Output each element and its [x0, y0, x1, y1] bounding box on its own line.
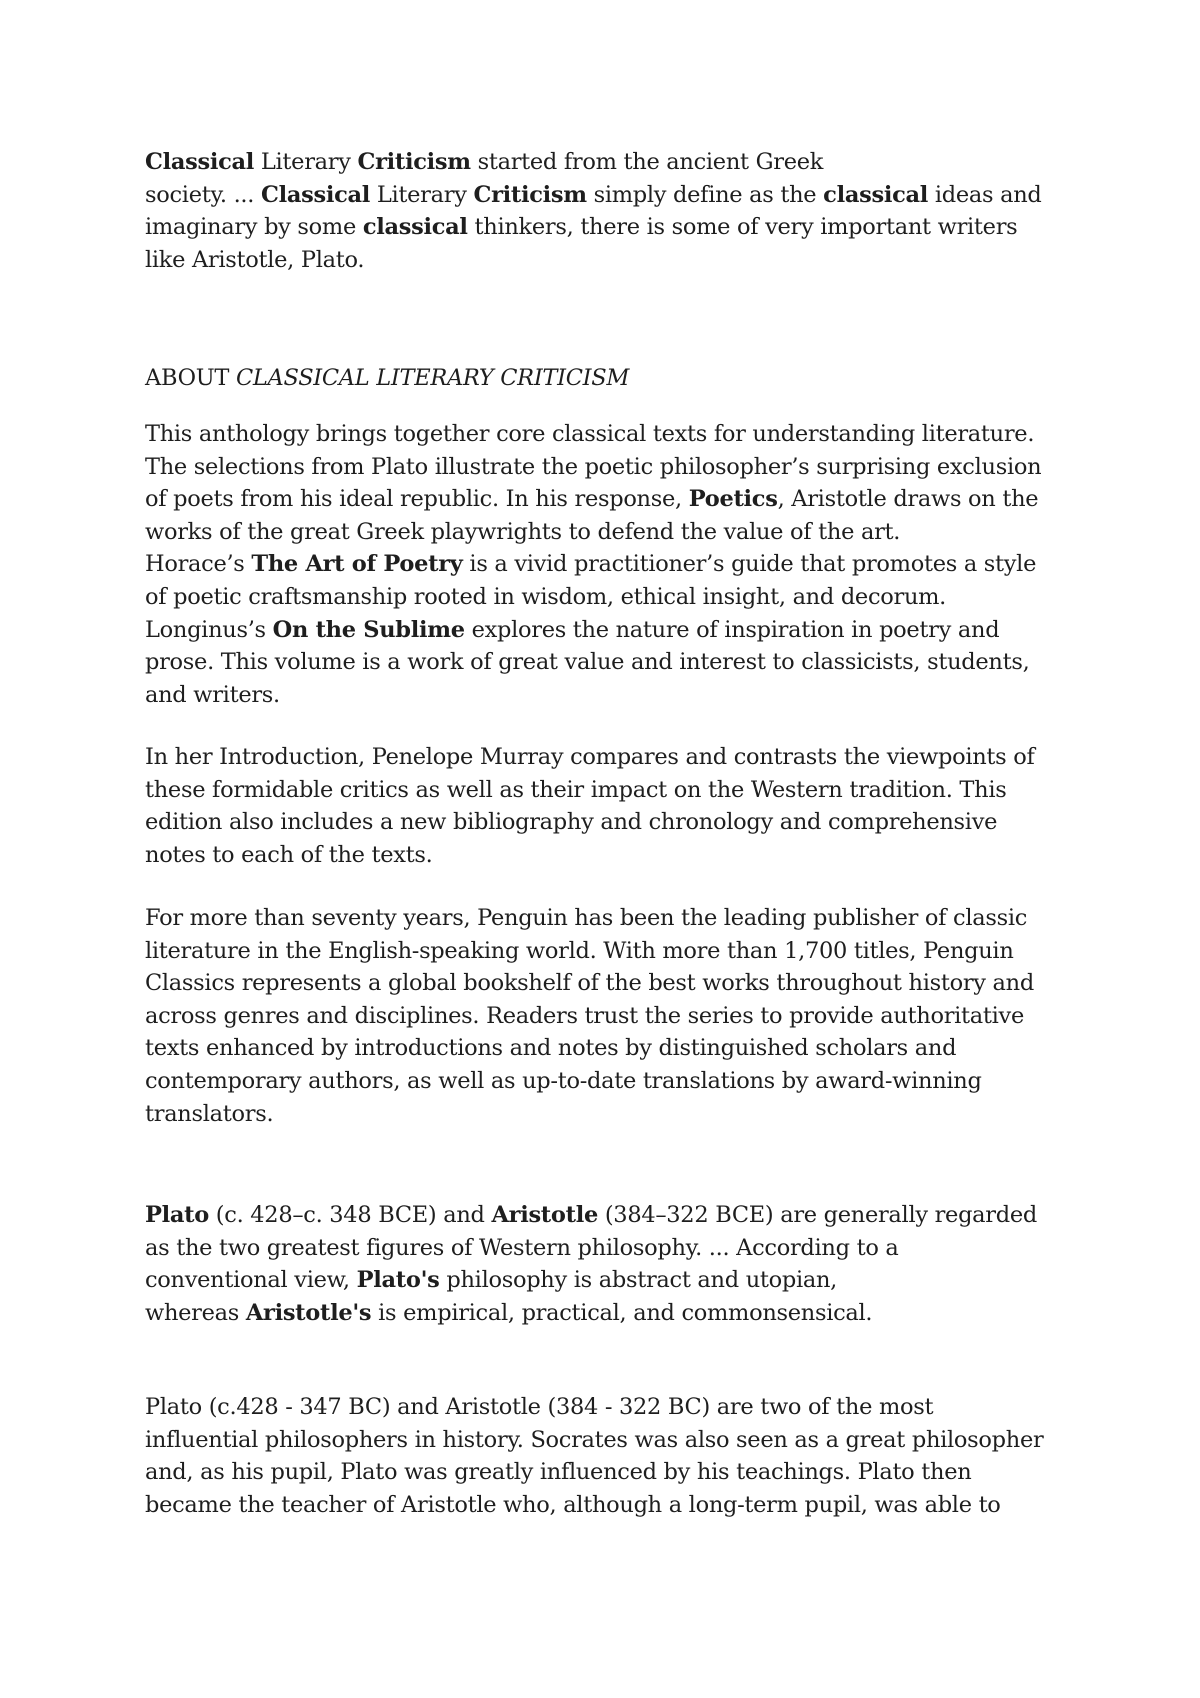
text-line	[145, 451, 1085, 484]
text-line	[145, 1065, 1085, 1098]
text-run: For more than seventy years, Penguin has been the leading publisher of classic	[145, 905, 1028, 931]
text-line	[145, 211, 1085, 244]
text-line	[145, 902, 1085, 935]
text-run: , Aristotle draws on the	[777, 486, 1039, 513]
text-run: is empirical, practical, and commonsensical.	[371, 1299, 873, 1326]
bold-text: Aristotle	[491, 1202, 598, 1228]
bold-text: Criticism	[357, 149, 471, 175]
text-run: these formidable critics as well as their impact on the Western tradition. This	[145, 776, 1007, 803]
bold-text: On the Sublime	[272, 616, 465, 643]
bold-text: Aristotle's	[245, 1299, 372, 1326]
text-run: (c. 428–c. 348 BCE) and	[208, 1202, 492, 1228]
text-run: society. ...	[145, 181, 261, 208]
text-run: Literary	[370, 181, 474, 208]
text-run: is a vivid practitioner’s guide that promotes a style	[462, 551, 1037, 578]
text-run: This anthology brings together core classical texts for understanding literature.	[145, 421, 1035, 447]
text-line	[145, 1098, 1085, 1131]
bold-text: The Art of Poetry	[251, 551, 463, 578]
text-run: as the two greatest figures of Western philosophy. ... According to a	[145, 1234, 899, 1261]
text-run: Literary	[254, 149, 358, 175]
text-line	[145, 1297, 1085, 1330]
text-line	[145, 179, 1085, 212]
text-run: and writers.	[145, 681, 280, 708]
text-line	[145, 839, 1085, 872]
text-line	[145, 1264, 1085, 1297]
text-run: translators.	[145, 1100, 274, 1127]
text-run: notes to each of the texts.	[145, 841, 433, 868]
text-run: (384–322 BCE) are generally regarded	[597, 1202, 1037, 1228]
text-line	[145, 741, 1085, 774]
text-line	[145, 1232, 1085, 1265]
text-line	[145, 244, 1085, 277]
text-line	[145, 483, 1085, 516]
text-run: became the teacher of Aristotle who, although a long-term pupil, was able to	[145, 1491, 1001, 1518]
text-line	[145, 935, 1085, 968]
bold-text: Classical	[145, 149, 255, 175]
text-run: conventional view,	[145, 1267, 357, 1294]
text-run: imaginary by some	[145, 214, 363, 241]
text-line	[145, 679, 1085, 712]
text-run: whereas	[145, 1299, 246, 1326]
bold-text: Plato's	[356, 1267, 440, 1294]
introduction-paragraph	[145, 741, 1085, 871]
text-run: The selections from Plato illustrate the poetic philosopher’s surprising exclusion	[145, 453, 1042, 480]
text-line	[145, 548, 1085, 581]
text-run: influential philosophers in history. Socrates was also seen as a great philosopher	[145, 1426, 1044, 1453]
philosophers-paragraph	[145, 1391, 1085, 1521]
text-line	[145, 362, 1085, 395]
intro-paragraph	[145, 146, 1085, 276]
text-line	[145, 1000, 1085, 1033]
bold-text: classical	[362, 214, 468, 241]
penguin-paragraph	[145, 902, 1085, 1130]
text-run: Horace’s	[145, 551, 252, 578]
text-run: literature in the English-speaking world. With more than 1,700 titles, Penguin	[145, 937, 1014, 964]
text-run: Longinus’s	[145, 616, 273, 643]
text-line	[145, 614, 1085, 647]
anthology-paragraph	[145, 418, 1085, 711]
text-line	[145, 1424, 1085, 1457]
text-run: prose. This volume is a work of great value and interest to classicists, students,	[145, 649, 1030, 676]
text-run: philosophy is abstract and utopian,	[439, 1267, 838, 1294]
text-run: like Aristotle, Plato.	[145, 246, 365, 273]
text-line	[145, 516, 1085, 549]
text-line	[145, 418, 1085, 451]
bold-text: Plato	[145, 1202, 209, 1228]
text-run: simply define as the	[586, 181, 824, 208]
text-run: Classics represents a global bookshelf of the best works throughout history and	[145, 970, 1034, 997]
bold-text: classical	[823, 181, 929, 208]
text-run: started from the ancient Greek	[470, 149, 824, 175]
text-line	[145, 1199, 1085, 1232]
bold-text: Criticism	[473, 181, 587, 208]
text-line	[145, 646, 1085, 679]
text-line	[145, 1032, 1085, 1065]
text-run: of poetic craftsmanship rooted in wisdom, ethical insight, and decorum.	[145, 583, 947, 610]
text-run: In her Introduction, Penelope Murray compares and contrasts the viewpoints of	[145, 744, 1035, 770]
text-line	[145, 774, 1085, 807]
text-run: ideas and	[928, 181, 1042, 208]
bold-text: Classical	[260, 181, 371, 208]
text-run: and, as his pupil, Plato was greatly influenced by his teachings. Plato then	[145, 1459, 972, 1486]
plato-aristotle-paragraph	[145, 1199, 1085, 1329]
section-heading	[145, 362, 1085, 395]
text-line	[145, 146, 1085, 179]
text-line	[145, 806, 1085, 839]
text-run: across genres and disciplines. Readers trust the series to provide authoritative	[145, 1002, 1024, 1029]
bold-text: Poetics	[688, 486, 778, 513]
text-line	[145, 1489, 1085, 1522]
text-run: of poets from his ideal republic. In his response,	[145, 486, 689, 513]
text-run: contemporary authors, as well as up-to-date translations by award-winning	[145, 1067, 982, 1094]
italic-text: CLASSICAL LITERARY CRITICISM	[235, 365, 630, 391]
text-line	[145, 1456, 1085, 1489]
text-run: thinkers, there is some of very important writers	[467, 214, 1018, 241]
text-run: explores the nature of inspiration in poetry and	[464, 616, 1000, 643]
text-run: texts enhanced by introductions and notes by distinguished scholars and	[145, 1035, 957, 1062]
text-line	[145, 967, 1085, 1000]
text-run: Plato (c.428 - 347 BC) and Aristotle (384 - 322 BC) are two of the most	[145, 1394, 934, 1420]
text-run: works of the great Greek playwrights to defend the value of the art.	[145, 518, 901, 545]
text-run: edition also includes a new bibliography and chronology and comprehensive	[145, 809, 998, 836]
text-line	[145, 1391, 1085, 1424]
text-line	[145, 581, 1085, 614]
text-run: ABOUT	[145, 365, 236, 391]
